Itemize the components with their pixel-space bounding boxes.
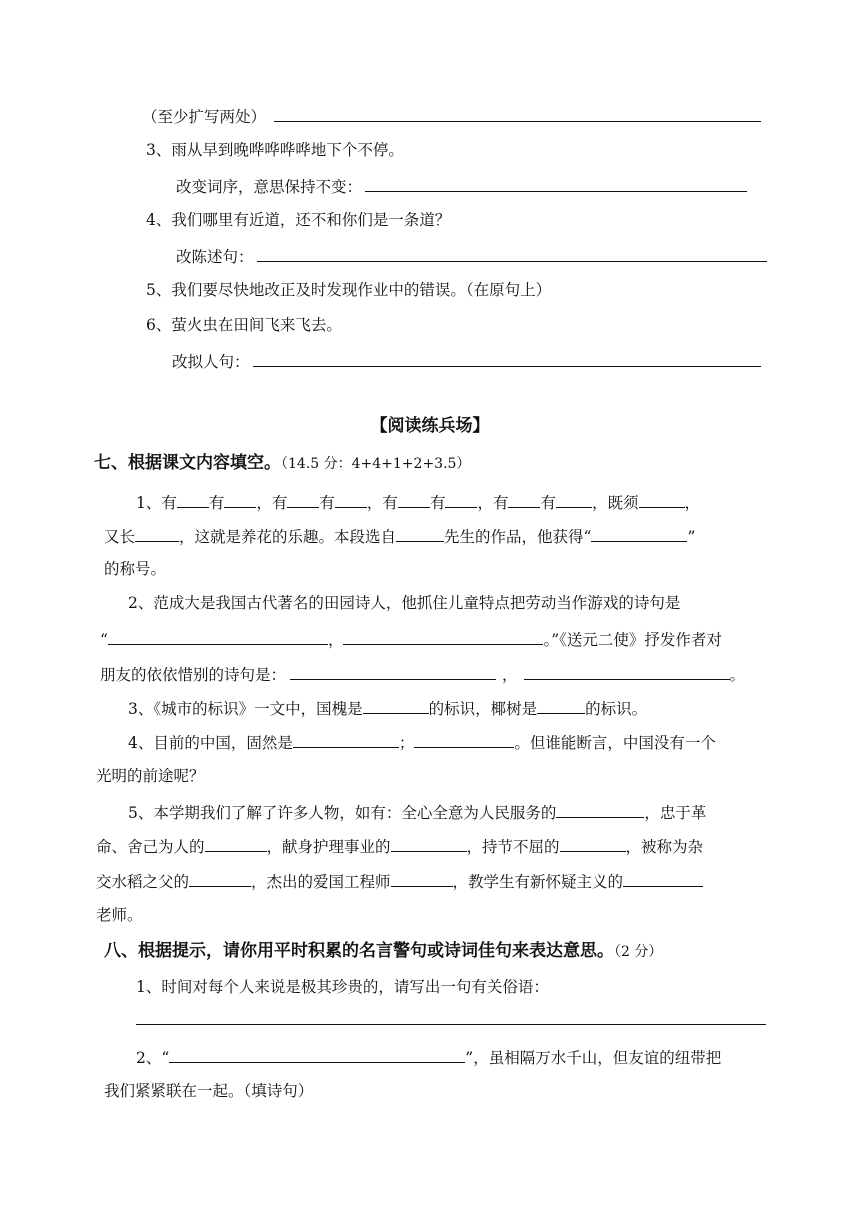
text: ，持节不屈的 <box>466 838 560 856</box>
q2-hint: （至少扩写两处） <box>142 108 267 126</box>
text: 4、目前的中国，固然是 <box>128 734 293 752</box>
answer-blank[interactable] <box>508 490 540 508</box>
q2-hint-line <box>142 104 761 128</box>
q5-text: 5、我们要尽快地改正及时发现作业中的错误。（在原句上） <box>146 281 552 299</box>
text: ” <box>687 528 696 546</box>
answer-blank[interactable] <box>365 174 747 192</box>
answer-blank[interactable] <box>391 834 467 852</box>
q3-text: 3、雨从早到晚哗哗哗哗地下个不停。 <box>146 141 404 159</box>
answer-blank[interactable] <box>591 524 687 542</box>
answer-blank[interactable] <box>205 834 267 852</box>
p7-q2-line2 <box>100 627 722 651</box>
p7-q5-line2 <box>96 834 703 858</box>
answer-blank[interactable] <box>524 662 730 680</box>
text: 先生的作品，他获得“ <box>444 528 592 546</box>
answer-blank[interactable] <box>343 627 543 645</box>
answer-blank[interactable] <box>639 490 685 508</box>
text: ，教学生有新怀疑主义的 <box>452 873 624 891</box>
text: 的标识，椰树是 <box>428 700 538 718</box>
answer-blank[interactable] <box>169 1045 465 1063</box>
answer-blank[interactable] <box>396 524 444 542</box>
answer-blank[interactable] <box>391 869 453 887</box>
text: 2、“ <box>136 1049 170 1067</box>
text: ”，虽相隔万水千山，但友谊的纽带把 <box>465 1049 722 1067</box>
answer-blank[interactable] <box>537 696 585 714</box>
part8-heading-line <box>104 940 662 963</box>
text: 。但谁能断言，中国没有一个 <box>514 734 716 752</box>
answer-blank[interactable] <box>108 627 328 645</box>
q4-text: 4、我们哪里有近道，还不和你们是一条道？ <box>146 211 451 229</box>
text: ，既须 <box>591 494 639 512</box>
p7-q5-line4: 老师。 <box>96 906 143 924</box>
answer-blank[interactable] <box>445 490 477 508</box>
answer-blank[interactable] <box>257 244 767 262</box>
answer-blank[interactable] <box>253 349 761 367</box>
p7-q5-line3 <box>96 869 703 893</box>
p7-q1-line1 <box>136 490 700 514</box>
p7-q4-line1 <box>128 730 716 754</box>
part7-score: （14.5 分：4+4+1+2+3.5） <box>281 456 471 472</box>
p7-q5-line1 <box>128 800 706 824</box>
p7-q1-line3: 的称号。 <box>104 560 167 578</box>
answer-blank[interactable] <box>398 490 430 508</box>
part7-heading: 七、根据课文内容填空。 <box>94 453 281 473</box>
p8-q2-line1 <box>136 1045 721 1069</box>
part8-heading: 八、根据提示，请你用平时积累的名言警句或诗词佳句来表达意思。 <box>104 941 614 961</box>
text: ，忠于革 <box>644 804 707 822</box>
answer-blank[interactable] <box>177 490 209 508</box>
q3-task-line <box>176 174 747 198</box>
answer-blank[interactable] <box>556 490 592 508</box>
q6-text: 6、萤火虫在田间飞来飞去。 <box>146 316 342 334</box>
answer-blank[interactable] <box>560 834 626 852</box>
text: 有 <box>540 494 556 512</box>
p7-q2-line3 <box>100 662 745 686</box>
text: ，被称为杂 <box>625 838 704 856</box>
p7-q3-line <box>128 696 647 720</box>
text: 。 <box>729 666 746 684</box>
q6-task-line <box>172 349 761 373</box>
part8-score: （2 分） <box>614 944 663 960</box>
answer-blank[interactable] <box>189 869 251 887</box>
answer-blank[interactable] <box>224 490 256 508</box>
q3-task: 改变词序，意思保持不变： <box>176 178 363 196</box>
part7-heading-line <box>94 452 470 475</box>
text: 交水稻之父的 <box>96 873 190 891</box>
text: ，杰出的爱国工程师 <box>251 873 391 891</box>
text: 1、有 <box>136 494 177 512</box>
p7-q2-line1: 2、范成大是我国古代著名的田园诗人，他抓住儿童特点把劳动当作游戏的诗句是 <box>128 594 681 612</box>
answer-blank[interactable] <box>623 869 703 887</box>
answer-blank[interactable] <box>274 104 761 122</box>
p8-q1: 1、时间对每个人来说是极其珍贵的，请写出一句有关俗语： <box>136 978 549 996</box>
text: 又长 <box>104 528 136 546</box>
text: 朋友的依依惜别的诗句是： <box>100 666 287 684</box>
text: ，有 <box>256 494 288 512</box>
p7-q1-line2 <box>104 524 695 548</box>
answer-blank[interactable] <box>135 524 179 542</box>
answer-blank[interactable] <box>293 730 399 748</box>
text: 。”《送元二使》抒发作者对 <box>543 631 722 649</box>
answer-blank[interactable] <box>290 662 496 680</box>
text: ，有 <box>366 494 398 512</box>
text: ，有 <box>477 494 509 512</box>
text: ，这就是养花的乐趣。本段选自 <box>179 528 397 546</box>
q6-task: 改拟人句： <box>172 353 250 371</box>
answer-blank[interactable] <box>136 1024 766 1025</box>
p7-q4-line2: 光明的前途呢？ <box>96 767 205 785</box>
text: ，献身护理事业的 <box>266 838 391 856</box>
text: ， <box>684 494 701 512</box>
text: 有 <box>319 494 335 512</box>
answer-blank[interactable] <box>287 490 319 508</box>
answer-blank[interactable] <box>363 696 429 714</box>
q4-task: 改陈述句： <box>176 248 254 266</box>
text: 有 <box>208 494 225 512</box>
text: 3、《城市的标识》一文中，国槐是 <box>128 700 363 718</box>
text: “ <box>100 631 108 649</box>
answer-blank[interactable] <box>556 800 644 818</box>
text: 的标识。 <box>585 700 648 718</box>
p8-q2-line2: 我们紧紧联在一起。（填诗句） <box>104 1082 314 1100</box>
text: ， <box>327 631 344 649</box>
text: ； <box>398 734 415 752</box>
answer-blank[interactable] <box>414 730 514 748</box>
text: 命、舍己为人的 <box>96 838 205 856</box>
reading-heading: 【阅读练兵场】 <box>370 416 490 436</box>
q4-task-line <box>176 244 767 268</box>
text: 有 <box>429 494 446 512</box>
text: 5、本学期我们了解了许多人物，如有：全心全意为人民服务的 <box>128 804 557 822</box>
answer-blank[interactable] <box>335 490 367 508</box>
text: ， <box>502 666 518 684</box>
